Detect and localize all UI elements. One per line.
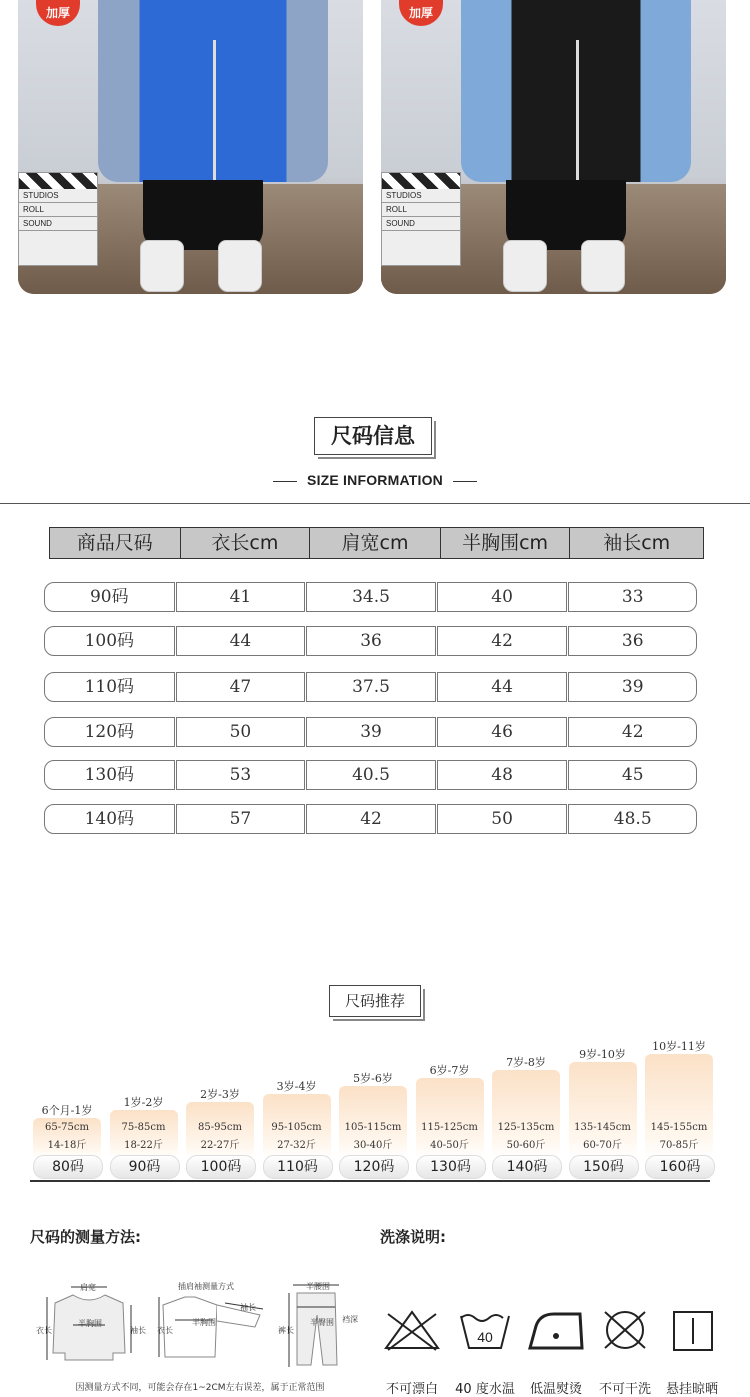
age-range: 3岁-4岁 [276, 1080, 317, 1093]
table-row [44, 672, 697, 702]
table-row [44, 717, 697, 747]
table-row [44, 626, 697, 656]
no-bleach-icon [382, 1308, 442, 1352]
size-table-header [49, 527, 704, 559]
height-range: 65-75cm [45, 1122, 89, 1133]
age-range: 5岁-6岁 [353, 1072, 393, 1085]
table-cell: 36 [306, 626, 436, 656]
washing-title: 洗涤说明: [380, 1228, 446, 1246]
table-cell: 110码 [44, 672, 175, 702]
height-range: 85-95cm [198, 1122, 242, 1133]
table-cell: 46 [437, 717, 568, 747]
table-cell: 41 [176, 582, 306, 612]
product-photo-blue [18, 0, 363, 294]
height-range: 135-145cm [574, 1122, 631, 1133]
svg-text:40: 40 [477, 1329, 493, 1345]
measure-title: 尺码的测量方法: [30, 1228, 141, 1246]
size-code: 150码 [569, 1155, 639, 1179]
table-cell: 37.5 [306, 672, 436, 702]
wash-item: 40 40 度水温 [453, 1308, 517, 1397]
wash-item: 低温熨烫 [524, 1308, 588, 1397]
header-cell: 衣长cm [181, 528, 311, 558]
wash-item: 悬挂晾晒 [660, 1308, 724, 1397]
size-info-subtitle: SIZE INFORMATION [0, 472, 750, 488]
size-code: 90码 [110, 1155, 180, 1179]
height-range: 125-135cm [497, 1122, 555, 1133]
age-range: 6个月-1岁 [41, 1104, 93, 1117]
thick-badge: 加厚 [399, 0, 443, 26]
table-cell: 42 [568, 717, 697, 747]
header-cell: 肩宽cm [310, 528, 441, 558]
weight-range: 70-85斤 [659, 1140, 699, 1151]
table-cell: 48.5 [568, 804, 697, 834]
table-cell: 42 [306, 804, 436, 834]
weight-range: 18-22斤 [124, 1140, 163, 1151]
low-iron-icon [526, 1308, 586, 1352]
wash-40-icon [455, 1308, 515, 1352]
height-range: 145-155cm [650, 1122, 708, 1133]
age-range: 2岁-3岁 [200, 1088, 240, 1101]
header-cell: 袖长cm [603, 532, 671, 554]
table-cell: 90码 [44, 582, 175, 612]
table-cell: 130码 [44, 760, 175, 790]
table-cell: 40.5 [306, 760, 436, 790]
product-photo-black [381, 0, 726, 294]
table-cell: 45 [568, 760, 697, 790]
table-cell: 140码 [44, 804, 175, 834]
table-cell: 53 [176, 760, 306, 790]
age-range: 6岁-7岁 [429, 1064, 470, 1077]
size-code: 140码 [492, 1155, 562, 1179]
table-row [44, 582, 697, 612]
table-row [44, 804, 697, 834]
age-range: 7岁-8岁 [506, 1056, 546, 1069]
table-cell: 36 [568, 626, 697, 656]
recommend-baseline [30, 1180, 710, 1182]
size-recommend-title: 尺码推荐 [329, 985, 421, 1017]
wash-item: 不可干洗 [593, 1308, 657, 1397]
size-code: 80码 [33, 1155, 103, 1179]
clapperboard: STUDIOS ROLL SOUND [18, 172, 98, 266]
size-code: 120码 [339, 1155, 409, 1179]
age-range: 10岁-11岁 [652, 1040, 706, 1053]
size-code: 130码 [416, 1155, 486, 1179]
table-cell: 57 [176, 804, 306, 834]
height-range: 75-85cm [121, 1122, 166, 1133]
table-cell: 44 [176, 626, 306, 656]
weight-range: 14-18斤 [47, 1140, 87, 1151]
table-cell: 100码 [44, 626, 175, 656]
table-cell: 39 [306, 717, 436, 747]
header-cell: 商品尺码 [50, 528, 181, 558]
weight-range: 30-40斤 [353, 1140, 393, 1151]
weight-range: 27-32斤 [277, 1140, 316, 1151]
size-info-title: 尺码信息 [314, 417, 432, 455]
table-cell: 50 [176, 717, 306, 747]
weight-range: 60-70斤 [583, 1140, 622, 1151]
table-cell: 39 [568, 672, 697, 702]
clapperboard: STUDIOS ROLL SOUND [381, 172, 461, 266]
divider [0, 503, 750, 504]
wash-item: 不可漂白 [380, 1308, 444, 1397]
height-range: 95-105cm [271, 1122, 322, 1133]
thick-badge: 加厚 [36, 0, 80, 26]
table-cell: 40 [437, 582, 568, 612]
height-range: 105-115cm [344, 1122, 402, 1133]
weight-range: 40-50斤 [430, 1140, 469, 1151]
weight-range: 22-27斤 [200, 1140, 240, 1151]
table-cell: 50 [437, 804, 568, 834]
age-range: 1岁-2岁 [123, 1096, 164, 1109]
weight-range: 50-60斤 [506, 1140, 546, 1151]
table-cell: 33 [568, 582, 697, 612]
table-cell: 42 [437, 626, 568, 656]
height-range: 115-125cm [421, 1122, 478, 1133]
size-code: 110码 [263, 1155, 333, 1179]
size-code: 100码 [186, 1155, 256, 1179]
table-row [44, 760, 697, 790]
table-cell: 48 [437, 760, 568, 790]
size-code: 160码 [645, 1155, 715, 1179]
table-cell: 47 [176, 672, 306, 702]
table-cell: 34.5 [306, 582, 436, 612]
table-cell: 44 [437, 672, 568, 702]
header-cell: 半胸围cm [441, 528, 571, 558]
no-dry-clean-icon [595, 1308, 655, 1352]
hang-dry-icon [662, 1308, 722, 1352]
measure-note: 因测量方式不同，可能会存在1~2CM左右误差，属于正常范围 [75, 1383, 325, 1393]
age-range: 9岁-10岁 [579, 1048, 626, 1061]
table-cell: 120码 [44, 717, 175, 747]
